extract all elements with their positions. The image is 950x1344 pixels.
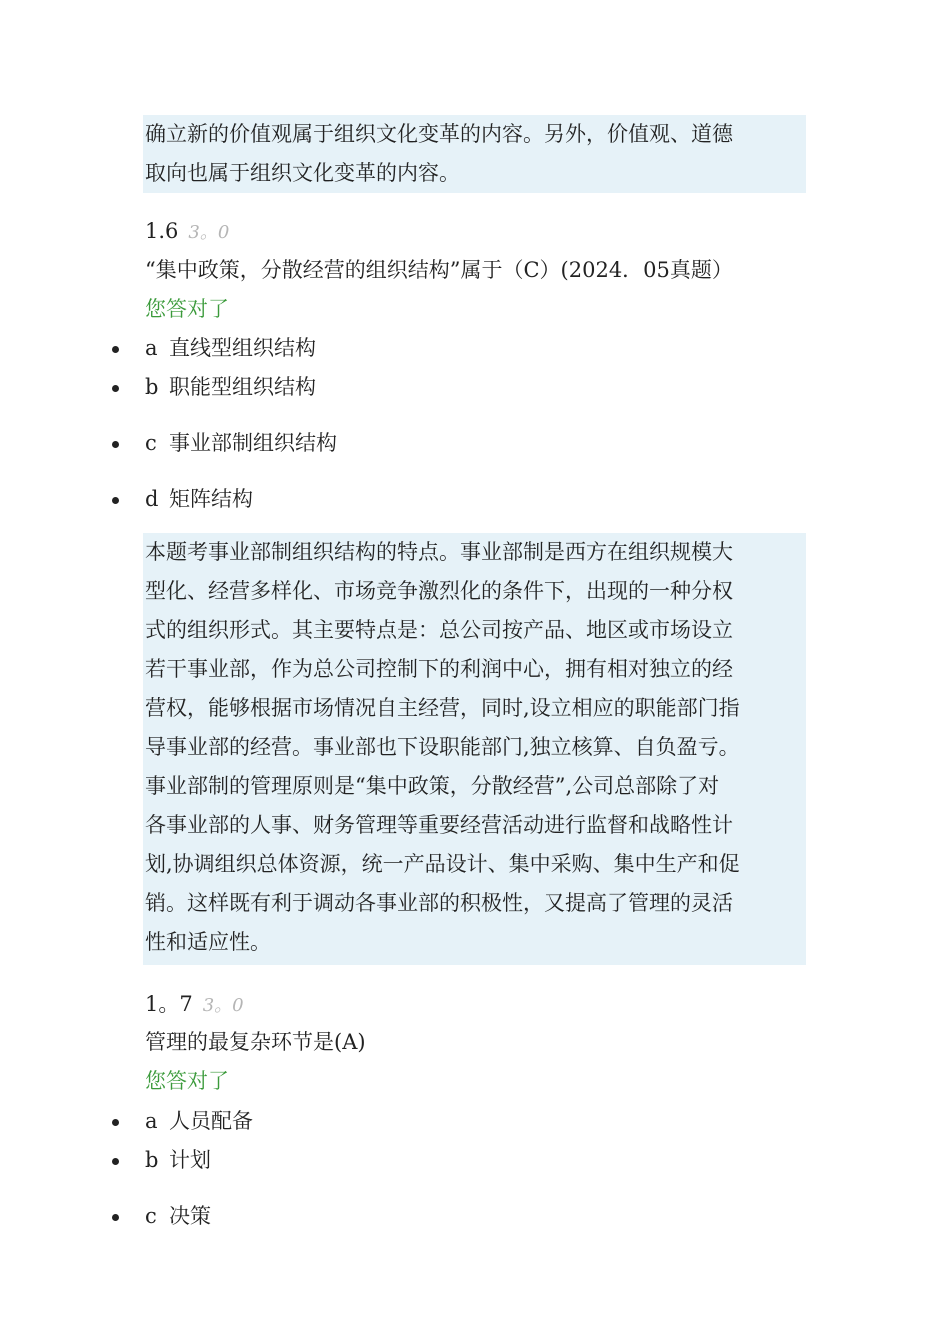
option-b[interactable] bbox=[145, 373, 316, 401]
option-letter: a bbox=[145, 336, 158, 360]
option-text: 决策 bbox=[169, 1204, 211, 1228]
option-letter: c bbox=[145, 431, 157, 455]
question-header bbox=[145, 217, 229, 247]
question-number: 1。7 bbox=[145, 992, 193, 1016]
option-text: 人员配备 bbox=[169, 1109, 253, 1133]
option-letter: d bbox=[145, 487, 159, 511]
question-score: 3。0 bbox=[202, 995, 244, 1016]
explanation-line: 划,协调组织总体资源，统一产品设计、集中采购、集中生产和促 bbox=[145, 852, 740, 876]
bullet-icon bbox=[112, 385, 119, 392]
option-text: 事业部制组织结构 bbox=[169, 431, 337, 455]
option-c[interactable] bbox=[145, 1202, 211, 1230]
option-b[interactable] bbox=[145, 1146, 211, 1174]
explanation-line: 营权，能够根据市场情况自主经营，同时,设立相应的职能部门指 bbox=[145, 696, 740, 720]
explanation-line: 取向也属于组织文化变革的内容。 bbox=[145, 161, 460, 185]
explanation-box bbox=[143, 533, 806, 965]
option-text: 职能型组织结构 bbox=[169, 375, 316, 399]
bullet-icon bbox=[112, 497, 119, 504]
option-a[interactable] bbox=[145, 1107, 253, 1135]
bullet-icon bbox=[112, 1214, 119, 1221]
question-text: 管理的最复杂环节是(A) bbox=[145, 1030, 366, 1054]
option-letter: c bbox=[145, 1204, 157, 1228]
explanation-line: 销。这样既有利于调动各事业部的积极性，又提高了管理的灵活 bbox=[145, 891, 733, 915]
explanation-line: 确立新的价值观属于组织文化变革的内容。另外，价值观、道德 bbox=[145, 122, 733, 146]
option-c[interactable] bbox=[145, 429, 337, 457]
feedback-correct: 您答对了 bbox=[145, 297, 229, 321]
explanation-line: 导事业部的经营。事业部也下设职能部门,独立核算、自负盈亏。 bbox=[145, 735, 740, 759]
explanation-line: 本题考事业部制组织结构的特点。事业部制是西方在组织规模大 bbox=[145, 540, 733, 564]
option-letter: b bbox=[145, 375, 159, 399]
question-header bbox=[145, 990, 244, 1020]
option-letter: a bbox=[145, 1109, 158, 1133]
option-text: 直线型组织结构 bbox=[169, 336, 316, 360]
bullet-icon bbox=[112, 1119, 119, 1126]
explanation-line: 若干事业部，作为总公司控制下的利润中心，拥有相对独立的经 bbox=[145, 657, 733, 681]
feedback-correct: 您答对了 bbox=[145, 1069, 229, 1093]
question-score: 3。0 bbox=[188, 222, 230, 243]
option-text: 矩阵结构 bbox=[169, 487, 253, 511]
explanation-box bbox=[143, 115, 806, 193]
option-a[interactable] bbox=[145, 334, 316, 362]
bullet-icon bbox=[112, 346, 119, 353]
bullet-icon bbox=[112, 1158, 119, 1165]
option-text: 计划 bbox=[169, 1148, 211, 1172]
question-number: 1.6 bbox=[145, 219, 179, 243]
option-d[interactable] bbox=[145, 485, 253, 513]
explanation-line: 各事业部的人事、财务管理等重要经营活动进行监督和战略性计 bbox=[145, 813, 733, 837]
explanation-line: 性和适应性。 bbox=[145, 930, 271, 954]
explanation-line: 型化、经营多样化、市场竞争激烈化的条件下，出现的一种分权 bbox=[145, 579, 733, 603]
explanation-line: 事业部制的管理原则是“集中政策，分散经营”,公司总部除了对 bbox=[145, 774, 720, 798]
question-text: “集中政策，分散经营的组织结构”属于（C）(2024．05真题） bbox=[145, 258, 733, 282]
option-letter: b bbox=[145, 1148, 159, 1172]
explanation-line: 式的组织形式。其主要特点是：总公司按产品、地区或市场设立 bbox=[145, 618, 733, 642]
bullet-icon bbox=[112, 441, 119, 448]
